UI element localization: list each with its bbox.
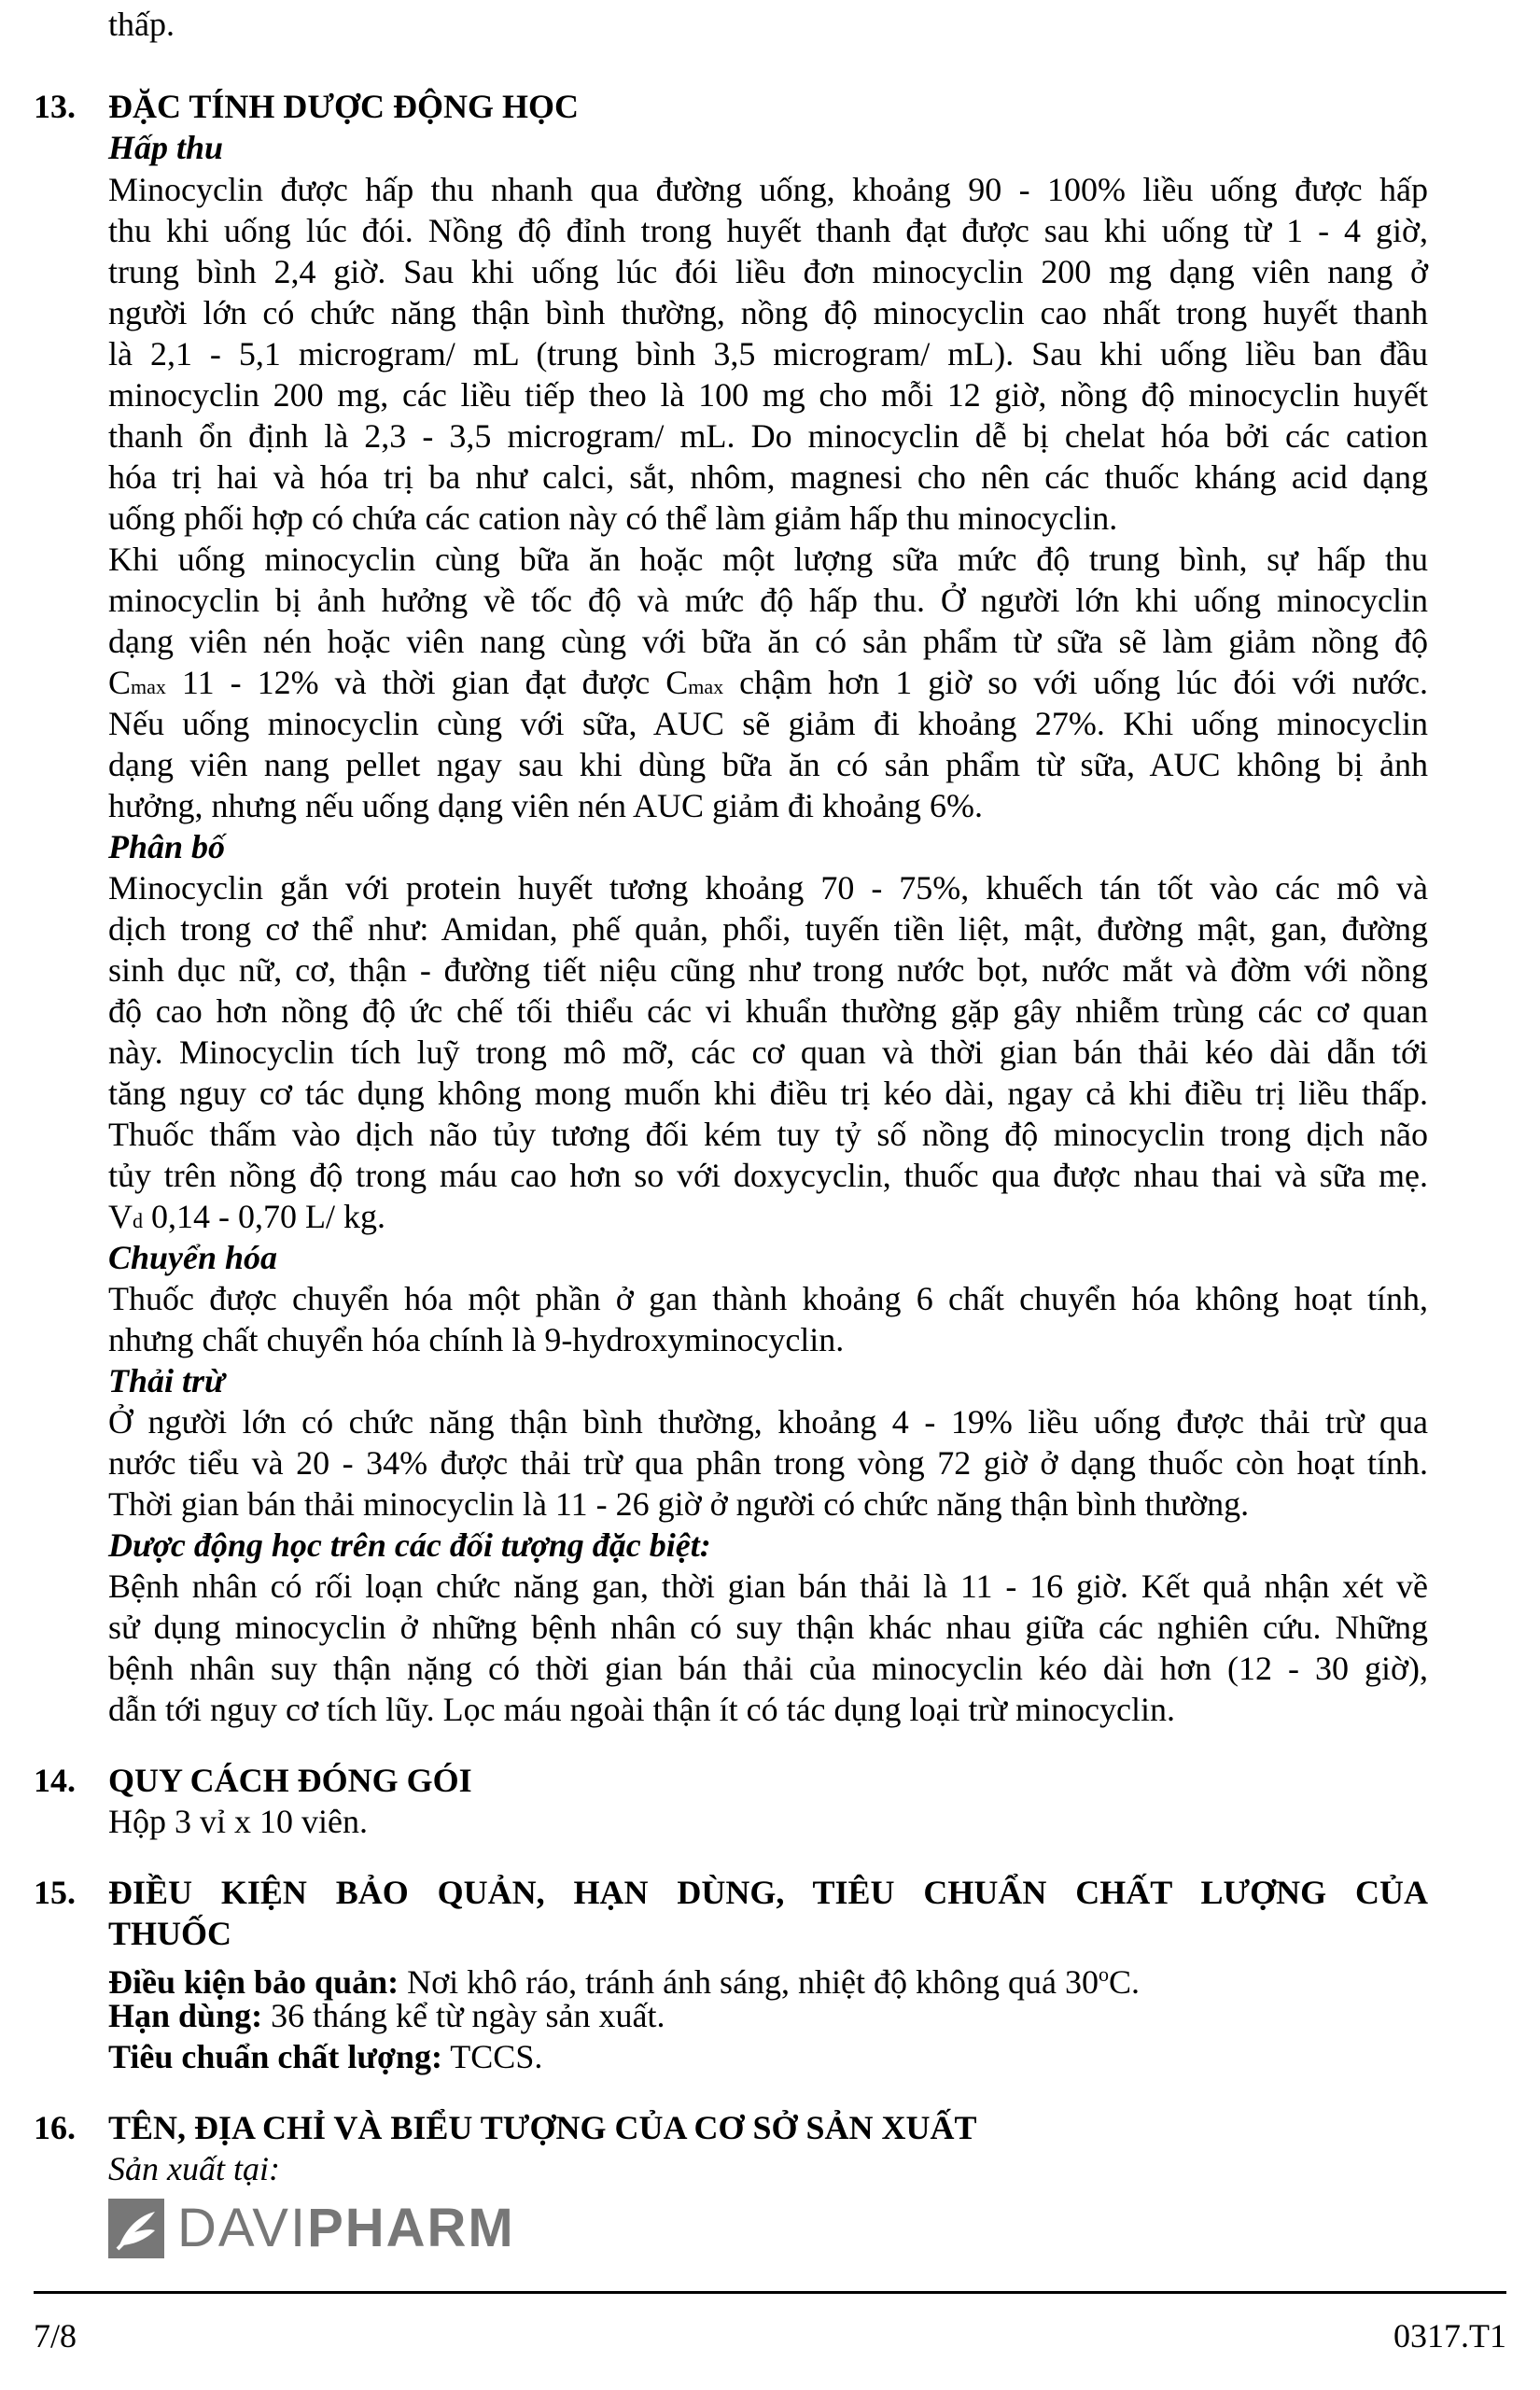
body-line: hóa trị hai và hóa trị ba như calci, sắt, nhôm, magnesi cho nên các thuốc kháng acid dạng xyxy=(108,458,1428,496)
storage-label: Điều kiện bảo quản: xyxy=(108,1963,399,2001)
body-line: minocyclin bị ảnh hưởng về tốc độ và mức độ hấp thu. Ở người lớn khi uống minocyclin xyxy=(108,582,1428,619)
packaging-text: Hộp 3 vỉ x 10 viên. xyxy=(108,1803,368,1840)
vd-line xyxy=(108,1196,385,1242)
body-line: dẫn tới nguy cơ tích lũy. Lọc máu ngoài thận ít có tác dụng loại trừ minocyclin. xyxy=(108,1691,1175,1728)
body-line: Minocyclin được hấp thu nhanh qua đường uống, khoảng 90 - 100% liều uống được hấp xyxy=(108,171,1428,208)
section-15-number: 15. xyxy=(34,1874,76,1911)
davipharm-logo-text xyxy=(177,2199,515,2258)
subheading-metabolism: Chuyển hóa xyxy=(108,1239,278,1276)
body-line: trung bình 2,4 giờ. Sau khi uống lúc đói liều đơn minocyclin 200 mg dạng viên nang ở xyxy=(108,253,1428,290)
body-line: Minocyclin gắn với protein huyết tương khoảng 70 - 75%, khuếch tán tốt vào các mô và xyxy=(108,869,1428,907)
subheading-absorption: Hấp thu xyxy=(108,129,224,166)
subheading-special-populations: Dược động học trên các đối tượng đặc biệt: xyxy=(108,1526,711,1564)
body-line: tủy trên nồng độ trong máu cao hơn so với doxycyclin, thuốc qua được nhau thai và sữa mẹ. xyxy=(108,1157,1428,1194)
section-15-title: ĐIỀU KIỆN BẢO QUẢN, HẠN DÙNG, TIÊU CHUẨN CHẤT LƯỢNG CỦA xyxy=(108,1874,1428,1911)
vd-v: V xyxy=(108,1198,133,1235)
subheading-elimination: Thải trừ xyxy=(108,1362,225,1399)
cmax-subscript: max xyxy=(131,675,166,698)
body-line: thu khi uống lúc đói. Nồng độ đỉnh trong huyết thanh đạt được sau khi uống từ 1 - 4 giờ, xyxy=(108,212,1428,249)
body-line: Bệnh nhân có rối loạn chức năng gan, thời gian bán thải là 11 - 16 giờ. Kết quả nhận xét về xyxy=(108,1568,1428,1605)
vd-value: 0,14 - 0,70 L/ kg. xyxy=(143,1198,385,1235)
body-line: dịch trong cơ thể như: Amidan, phế quản, phổi, tuyến tiền liệt, mật, đường mật, gan, đường xyxy=(108,910,1428,948)
body-line: minocyclin 200 mg, các liều tiếp theo là 100 mg cho mỗi 12 giờ, nồng độ minocyclin huyết xyxy=(108,376,1428,414)
cmax-end-text: chậm hơn 1 giờ so với uống lúc đói với nước. xyxy=(723,664,1428,701)
body-line: người lớn có chức năng thận bình thường, nồng độ minocyclin cao nhất trong huyết thanh xyxy=(108,294,1428,331)
body-line: hưởng, nhưng nếu uống dạng viên nén AUC giảm đi khoảng 6%. xyxy=(108,787,983,824)
body-line: sử dụng minocyclin ở những bệnh nhân có suy thận khác nhau giữa các nghiên cứu. Những xyxy=(108,1609,1428,1646)
body-line: Thuốc thấm vào dịch não tủy tương đối kém tuy tỷ số nồng độ minocyclin trong dịch não xyxy=(108,1116,1428,1153)
footer-divider xyxy=(34,2291,1506,2294)
section-14-number: 14. xyxy=(34,1762,76,1799)
body-line: bệnh nhân suy thận nặng có thời gian bán thải của minocyclin kéo dài hơn (12 - 30 giờ), xyxy=(108,1650,1428,1687)
section-14-title: QUY CÁCH ĐÓNG GÓI xyxy=(108,1762,472,1799)
shelf-life xyxy=(108,1995,665,2036)
davipharm-logo-icon xyxy=(108,2199,164,2258)
body-line: dạng viên nang pellet ngay sau khi dùng bữa ăn có sản phẩm từ sữa, AUC không bị ảnh xyxy=(108,746,1428,783)
body-line: Ở người lớn có chức năng thận bình thường, khoảng 4 - 19% liều uống được thải trừ qua xyxy=(108,1403,1428,1441)
davipharm-logo xyxy=(108,2199,515,2258)
degree-sup: o xyxy=(1099,1962,1110,1986)
section-16-title: TÊN, ĐỊA CHỈ VÀ BIỂU TƯỢNG CỦA CƠ SỞ SẢN XUẤT xyxy=(108,2109,977,2146)
quality-value: TCCS. xyxy=(441,2038,543,2075)
storage-unit: C. xyxy=(1109,1963,1141,2001)
quality-standard xyxy=(108,2036,542,2077)
continued-text: thấp. xyxy=(108,6,175,43)
cmax-c: C xyxy=(108,664,132,701)
cmax-subscript: max xyxy=(688,675,724,698)
body-line: Nếu uống minocyclin cùng với sữa, AUC sẽ giảm đi khoảng 27%. Khi uống minocyclin xyxy=(108,705,1428,742)
body-line: độ cao hơn nồng độ ức chế tối thiểu các vi khuẩn thường gặp gây nhiễm trùng các cơ quan xyxy=(108,992,1428,1030)
made-at-label: Sản xuất tại: xyxy=(108,2150,280,2187)
body-line: Thuốc được chuyển hóa một phần ở gan thành khoảng 6 chất chuyển hóa không hoạt tính, xyxy=(108,1280,1428,1317)
body-line: thanh ổn định là 2,3 - 3,5 microgram/ mL. Do minocyclin dễ bị chelat hóa bởi các cation xyxy=(108,417,1428,455)
body-line: nhưng chất chuyển hóa chính là 9-hydroxyminocyclin. xyxy=(108,1321,845,1358)
logo-text-pharm: PHARM xyxy=(307,2198,515,2258)
cmax-line xyxy=(108,662,1428,708)
quality-label: Tiêu chuẩn chất lượng: xyxy=(108,2038,442,2075)
body-line: sinh dục nữ, cơ, thận - đường tiết niệu cũng như trong nước bọt, nước mắt và đờm với nồng xyxy=(108,951,1428,989)
body-line: tăng nguy cơ tác dụng không mong muốn khi điều trị kéo dài, ngay cả khi điều trị liều thấp. xyxy=(108,1075,1428,1112)
section-13-number: 13. xyxy=(34,88,76,125)
page-number: 7/8 xyxy=(34,2317,77,2355)
storage-value: Nơi khô ráo, tránh ánh sáng, nhiệt độ không quá 30 xyxy=(399,1963,1099,2001)
logo-text-davi: DAVI xyxy=(177,2198,308,2258)
section-15-title-cont: THUỐC xyxy=(108,1915,232,1952)
body-line: là 2,1 - 5,1 microgram/ mL (trung bình 3,5 microgram/ mL). Sau khi uống liều ban đầu xyxy=(108,335,1428,373)
section-13-title: ĐẶC TÍNH DƯỢC ĐỘNG HỌC xyxy=(108,88,580,125)
body-line: Khi uống minocyclin cùng bữa ăn hoặc một lượng sữa mức độ trung bình, sự hấp thu xyxy=(108,541,1428,578)
body-line: uống phối hợp có chứa các cation này có thể làm giảm hấp thu minocyclin. xyxy=(108,499,1118,537)
body-line: nước tiểu và 20 - 34% được thải trừ qua phân trong vòng 72 giờ ở dạng thuốc còn hoạt tính. xyxy=(108,1444,1428,1482)
body-line: này. Minocyclin tích luỹ trong mô mỡ, các cơ quan và thời gian bán thải kéo dài dẫn tới xyxy=(108,1033,1428,1071)
body-line: dạng viên nén hoặc viên nang cùng với bữa ăn có sản phẩm từ sữa sẽ làm giảm nồng độ xyxy=(108,623,1428,660)
cmax-mid-text: 11 - 12% và thời gian đạt được C xyxy=(165,664,689,701)
shelf-value: 36 tháng kể từ ngày sản xuất. xyxy=(262,1997,665,2034)
document-code: 0317.T1 xyxy=(1393,2317,1506,2355)
section-16-number: 16. xyxy=(34,2109,76,2146)
body-line: Thời gian bán thải minocyclin là 11 - 26 giờ ở người có chức năng thận bình thường. xyxy=(108,1485,1250,1523)
vd-subscript: d xyxy=(133,1209,143,1232)
subheading-distribution: Phân bố xyxy=(108,828,226,865)
shelf-label: Hạn dùng: xyxy=(108,1997,263,2034)
